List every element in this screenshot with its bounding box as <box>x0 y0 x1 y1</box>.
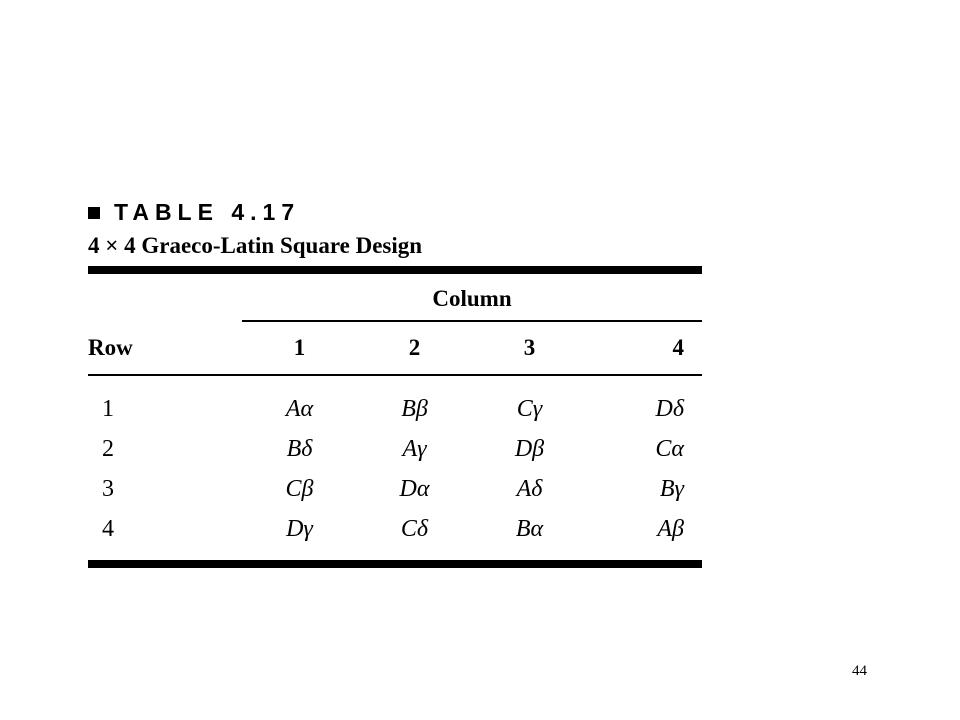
row-label: 3 <box>102 475 114 502</box>
table-cell: Dβ <box>514 435 545 462</box>
table-row <box>88 509 702 549</box>
row-label: 2 <box>102 435 114 462</box>
page-number: 44 <box>852 663 867 679</box>
table-cell: Cα <box>655 435 684 462</box>
table-cell: Aγ <box>402 435 427 462</box>
table-caption: 4 × 4 Graeco-Latin Square Design <box>88 233 423 258</box>
top-rule <box>88 266 702 274</box>
table-body <box>88 376 702 560</box>
column-header-3: 3 <box>523 335 536 360</box>
table-cell: Dα <box>399 475 430 502</box>
column-spanner-label: Column <box>432 286 512 311</box>
row-header-label: Row <box>88 335 133 360</box>
row-label: 4 <box>102 515 114 542</box>
table-cell: Cβ <box>285 475 314 502</box>
row-label: 1 <box>102 395 114 422</box>
table-cell: Bα <box>515 515 544 542</box>
table-cell: Aδ <box>516 475 543 502</box>
table-header-row <box>88 322 702 374</box>
column-header-4: 4 <box>672 335 684 360</box>
table-row <box>88 389 702 429</box>
table-cell: Aβ <box>657 515 684 542</box>
graeco-latin-table <box>88 196 702 568</box>
column-header-1: 1 <box>293 335 306 360</box>
table-cell: Dδ <box>655 395 684 422</box>
column-spanner-rule <box>242 320 702 322</box>
table-cell: Cγ <box>516 395 543 422</box>
table-cell: Dγ <box>286 515 313 542</box>
table-cell: Bβ <box>401 395 428 422</box>
table-row <box>88 429 702 469</box>
square-bullet-icon <box>88 207 100 219</box>
table-cell: Cδ <box>400 515 429 542</box>
bottom-rule <box>88 560 702 568</box>
table-heading <box>88 196 702 228</box>
table-cell: Bδ <box>286 435 313 462</box>
table-number: TABLE 4.17 <box>114 198 301 225</box>
table-cell: Aα <box>285 395 314 422</box>
table-cell: Bγ <box>659 475 684 502</box>
column-spanner-row <box>88 274 702 322</box>
table-row <box>88 469 702 509</box>
column-header-2: 2 <box>408 335 421 360</box>
